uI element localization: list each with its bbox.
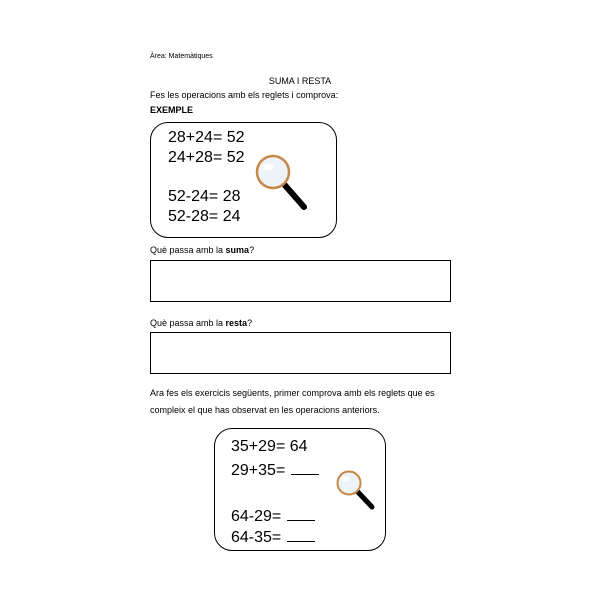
magnifying-glass-icon [335, 469, 377, 511]
example-label: EXEMPLE [150, 105, 194, 115]
exercise-line-4: 64-35= [231, 527, 315, 548]
question-sum: Què passa amb la suma? [150, 245, 255, 255]
answer-box-sub[interactable] [150, 332, 451, 374]
example-box [150, 122, 337, 238]
example-line-4: 52-28= 24 [168, 208, 241, 225]
page-title: SUMA I RESTA [268, 76, 332, 86]
exercise-line-3: 64-29= [231, 506, 315, 527]
answer-box-sum[interactable] [150, 260, 451, 302]
answer-blank[interactable] [291, 460, 319, 475]
exercise-line-1: 35+29= 64 [231, 438, 308, 455]
exercise-line-2: 29+35= [231, 460, 319, 481]
question-sub: Què passa amb la resta? [150, 318, 253, 328]
exercise-instructions: Ara fes els exercicis següents, primer comprova amb els reglets que es compleix el que has observat en les operacions anteriors. [150, 388, 435, 415]
example-line-3: 52-24= 28 [168, 188, 241, 205]
example-line-2: 24+28= 52 [168, 149, 245, 166]
instruction-text: Fes les operacions amb els reglets i comprova: [150, 90, 339, 100]
example-line-1: 28+24= 52 [168, 129, 245, 146]
exercise-box [214, 428, 386, 551]
magnifying-glass-icon [253, 153, 309, 211]
answer-blank[interactable] [287, 506, 315, 521]
subject-area: Àrea: Matemàtiques [150, 53, 213, 60]
answer-blank[interactable] [287, 527, 315, 542]
